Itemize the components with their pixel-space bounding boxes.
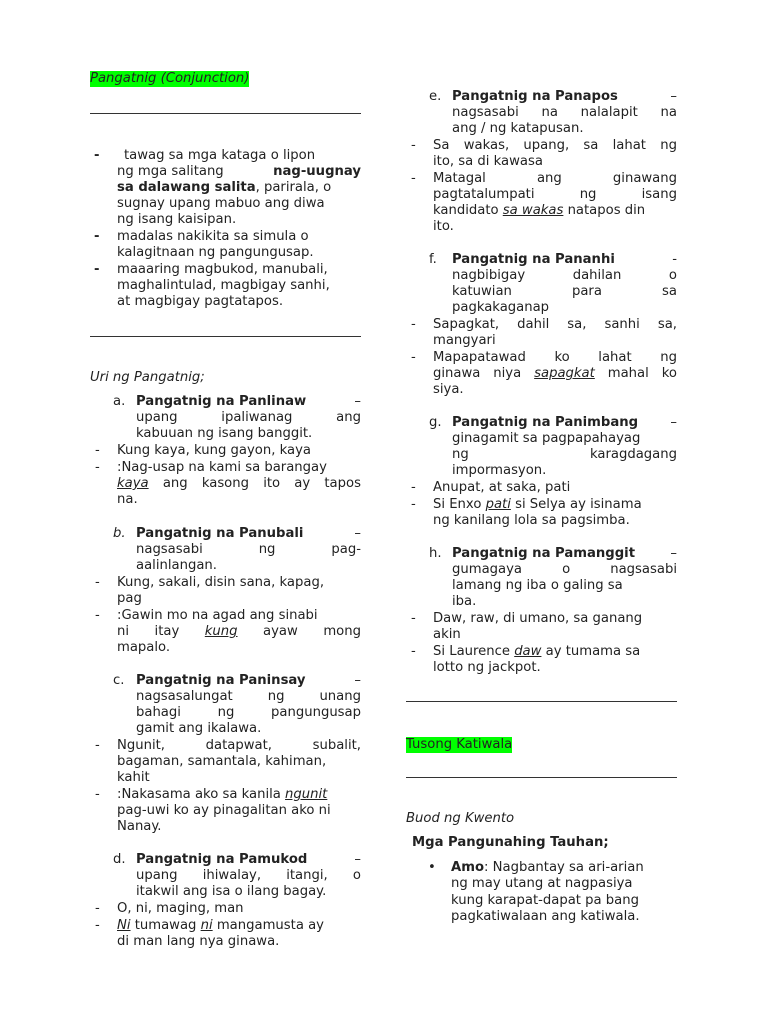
- bullet-dash: -: [95, 738, 100, 753]
- bullet-dash: -: [411, 611, 416, 626]
- example-sentence: Si Enxo pati si Selya ay isinama: [433, 497, 642, 512]
- example-words: Kung kaya, kung gayon, kaya: [117, 443, 311, 458]
- divider: [90, 336, 361, 337]
- item-desc: impormasyon.: [452, 463, 547, 478]
- item-letter: a.: [113, 394, 126, 409]
- item-title: Pangatnig na Paninsay –: [136, 673, 361, 688]
- item-title: Pangatnig na Panapos –: [452, 89, 677, 104]
- bullet-dash: -: [94, 148, 100, 163]
- section-heading: Buod ng Kwento: [406, 811, 515, 826]
- bullet-dash: -: [411, 171, 416, 186]
- divider: [90, 113, 361, 114]
- item-title: Pangatnig na Panimbang –: [452, 415, 677, 430]
- example-words: ito, sa di kawasa: [433, 154, 543, 169]
- example-sentence: mapalo.: [117, 640, 171, 655]
- item-desc: gumagaya o nagsasabi: [452, 562, 677, 577]
- item-desc: nagbibigay dahilan o: [452, 268, 677, 283]
- item-desc: upang ipaliwanag ang: [136, 410, 361, 425]
- item-desc: lamang ng iba o galing sa: [452, 578, 623, 593]
- example-words: kahit: [117, 770, 150, 785]
- item-title: Pangatnig na Pamanggit –: [452, 546, 677, 561]
- bullet-dash: -: [95, 443, 100, 458]
- example-sentence: :Gawin mo na agad ang sinabi: [117, 608, 318, 623]
- bullet-dash: -: [411, 480, 416, 495]
- bullet-dash: -: [95, 575, 100, 590]
- character-desc: ng may utang at nagpasiya: [451, 876, 633, 891]
- item-desc: gamit ang ikalawa.: [136, 721, 262, 736]
- divider: [406, 777, 677, 778]
- character-desc: pagkatiwalaan ang katiwala.: [451, 909, 640, 924]
- example-words: Kung, sakali, disin sana, kapag,: [117, 575, 325, 590]
- example-sentence: pag-uwi ko ay pinagalitan ako ni: [117, 803, 331, 818]
- example-sentence: kaya ang kasong ito ay tapos: [117, 476, 361, 491]
- example-sentence: ito.: [433, 219, 454, 234]
- bullet-dash: -: [94, 229, 100, 244]
- item-letter: d.: [113, 852, 126, 867]
- example-words: O, ni, maging, man: [117, 901, 244, 916]
- example-sentence: siya.: [433, 382, 464, 397]
- item-letter: e.: [429, 89, 442, 104]
- example-sentence: kandidato sa wakas natapos din: [433, 203, 646, 218]
- item-desc: nagsasabi na nalalapit na: [452, 105, 677, 120]
- item-title: Pangatnig na Pamukod –: [136, 852, 361, 867]
- example-sentence: Matagal ang ginawang: [433, 171, 677, 186]
- example-sentence: lotto ng jackpot.: [433, 660, 541, 675]
- example-words: Sapagkat, dahil sa, sanhi sa,: [433, 317, 677, 332]
- item-desc: ginagamit sa pagpapahayag: [452, 431, 641, 446]
- example-sentence: pagtatalumpati ng isang: [433, 187, 677, 202]
- item-letter: c.: [113, 673, 125, 688]
- example-sentence: ginawa niya sapagkat mahal ko: [433, 366, 677, 381]
- bullet-dash: -: [411, 138, 416, 153]
- bullet-dash: -: [95, 901, 100, 916]
- divider: [406, 701, 677, 702]
- item-desc: pagkakaganap: [452, 300, 550, 315]
- bullet-dash: -: [411, 317, 416, 332]
- item-desc: bahagi ng pangungusap: [136, 705, 361, 720]
- item-desc: kabuuan ng isang banggit.: [136, 426, 313, 441]
- intro-text: ng isang kaisipan.: [117, 212, 237, 227]
- bullet-dash: -: [95, 608, 100, 623]
- item-desc: ang / ng katapusan.: [452, 121, 584, 136]
- item-desc: nagsasabi ng pag-: [136, 542, 361, 557]
- example-words: Sa wakas, upang, sa lahat ng: [433, 138, 677, 153]
- bullet-dash: -: [95, 787, 100, 802]
- subheading: Mga Pangunahing Tauhan;: [412, 835, 609, 850]
- example-sentence: di man lang nya ginawa.: [117, 934, 280, 949]
- bullet-dot: •: [428, 860, 436, 875]
- item-desc: nagsasalungat ng unang: [136, 689, 361, 704]
- example-words: bagaman, samantala, kahiman,: [117, 754, 327, 769]
- intro-text: tawag sa mga kataga o lipon: [124, 148, 316, 163]
- intro-text: maaaring magbukod, manubali,: [117, 262, 328, 277]
- item-desc: upang ihiwalay, itangi, o: [136, 868, 361, 883]
- bullet-dash: -: [95, 918, 100, 933]
- item-desc: aalinlangan.: [136, 558, 217, 573]
- item-letter: h.: [429, 546, 442, 561]
- item-title: Pangatnig na Panlinaw –: [136, 394, 361, 409]
- intro-text: ng mga salitang nag-uugnay: [117, 164, 361, 179]
- bullet-dash: -: [411, 644, 416, 659]
- example-sentence: na.: [117, 492, 138, 507]
- item-title: Pangatnig na Panubali –: [136, 526, 361, 541]
- item-desc: iba.: [452, 594, 477, 609]
- example-words: Ngunit, datapwat, subalit,: [117, 738, 361, 753]
- example-sentence: :Nag-usap na kami sa barangay: [117, 460, 327, 475]
- example-words: mangyari: [433, 333, 496, 348]
- bullet-dash: -: [411, 497, 416, 512]
- item-desc: itakwil ang isa o ilang bagay.: [136, 884, 327, 899]
- example-sentence: :Nakasama ako sa kanila ngunit: [117, 787, 328, 802]
- item-desc: ng karagdagang: [452, 447, 677, 462]
- item-letter: g.: [429, 415, 442, 430]
- character-desc: kung karapat-dapat pa bang: [451, 893, 639, 908]
- bullet-dash: -: [94, 262, 100, 277]
- item-letter: f.: [429, 252, 437, 267]
- item-title: Pangatnig na Pananhi -: [452, 252, 677, 267]
- example-words: Daw, raw, di umano, sa ganang: [433, 611, 643, 626]
- example-sentence: Nanay.: [117, 819, 162, 834]
- bullet-dash: -: [95, 460, 100, 475]
- intro-text: at magbigay pagtatapos.: [117, 294, 284, 309]
- section-heading: Uri ng Pangatnig;: [90, 370, 205, 385]
- example-words: pag: [117, 591, 142, 606]
- document-title: Pangatnig (Conjunction): [90, 71, 250, 86]
- character-desc: Amo: Nagbantay sa ari-arian: [451, 860, 644, 875]
- intro-text: madalas nakikita sa simula o: [117, 229, 309, 244]
- example-words: akin: [433, 627, 461, 642]
- example-sentence: Ni tumawag ni mangamusta ay: [117, 918, 324, 933]
- item-letter: b.: [113, 526, 126, 541]
- intro-text: sugnay upang mabuo ang diwa: [117, 196, 325, 211]
- item-desc: katuwian para sa: [452, 284, 677, 299]
- example-sentence: Si Laurence daw ay tumama sa: [433, 644, 641, 659]
- example-words: Anupat, at saka, pati: [433, 480, 571, 495]
- intro-text: sa dalawang salita, parirala, o: [117, 180, 332, 195]
- example-sentence: ni itay kung ayaw mong: [117, 624, 361, 639]
- example-sentence: ng kanilang lola sa pagsimba.: [433, 513, 630, 528]
- example-sentence: Mapapatawad ko lahat ng: [433, 350, 677, 365]
- intro-text: maghalintulad, magbigay sanhi,: [117, 278, 330, 293]
- section-title: Tusong Katiwala: [406, 737, 513, 752]
- bullet-dash: -: [411, 350, 416, 365]
- intro-text: kalagitnaan ng pangungusap.: [117, 245, 314, 260]
